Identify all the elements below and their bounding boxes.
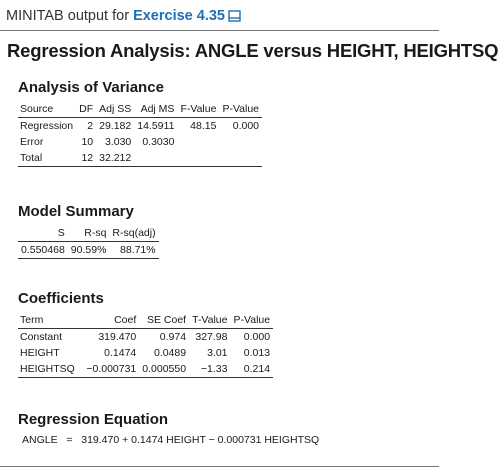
table-cell: 0.1474: [104, 347, 137, 359]
anova-table: [18, 102, 262, 167]
coefficients-header-row: [18, 313, 273, 329]
regression-equation-title: Regression Equation: [18, 411, 169, 428]
table-cell: 0.000550: [139, 361, 189, 378]
table-cell: 10: [81, 136, 94, 148]
table-row: [18, 361, 273, 378]
table-cell: Regression: [20, 120, 74, 132]
bottom-divider: [0, 466, 439, 467]
table-cell: 0.0489: [153, 347, 187, 359]
table-cell: 90.59%: [68, 242, 110, 259]
anova-col-p-value: P-Value: [219, 102, 262, 118]
table-cell: 319.470: [98, 331, 137, 343]
model-summary-col-r-sq: R-sq: [68, 226, 110, 242]
table-row: [18, 150, 262, 167]
table-cell: Error: [20, 136, 44, 148]
external-link-icon[interactable]: [228, 10, 241, 26]
table-cell: 0.214: [231, 361, 274, 378]
table-cell: 48.15: [190, 120, 217, 132]
coefficients-col-t-value: T-Value: [189, 313, 230, 329]
header-prefix: MINITAB output for: [6, 8, 134, 24]
table-cell: 3.030: [104, 136, 132, 148]
table-cell: −0.000731: [83, 361, 139, 378]
table-cell: [219, 150, 262, 167]
anova-header-row: [18, 102, 262, 118]
model-summary-col-r-sq-adj: R-sq(adj): [109, 226, 158, 242]
anova-title: Analysis of Variance: [18, 79, 164, 96]
table-cell: 0.013: [243, 347, 271, 359]
table-cell: [177, 150, 219, 167]
anova-col-source: Source: [18, 102, 76, 118]
table-cell: 32.212: [96, 150, 134, 167]
exercise-header: [6, 8, 241, 26]
table-row: [18, 242, 159, 259]
table-cell: Constant: [20, 331, 63, 343]
table-cell: [219, 134, 262, 150]
table-cell: −1.33: [189, 361, 230, 378]
coefficients-col-p-value: P-Value: [231, 313, 274, 329]
table-cell: Total: [18, 150, 76, 167]
table-cell: 3.01: [207, 347, 228, 359]
page-title: Regression Analysis: ANGLE versus HEIGHT, HEIGHTSQ: [7, 40, 498, 61]
table-cell: 88.71%: [109, 242, 158, 259]
table-cell: 0.000: [243, 331, 271, 343]
table-cell: 0.000: [232, 120, 260, 132]
model-summary-header-row: [18, 226, 159, 242]
table-cell: 12: [76, 150, 96, 167]
table-cell: [134, 150, 177, 167]
coefficients-col-coef: Coef: [83, 313, 139, 329]
table-cell: 2: [87, 120, 94, 132]
regression-equation: ANGLE = 319.470 + 0.1474 HEIGHT − 0.000731 HEIGHTSQ: [22, 434, 320, 446]
table-cell: HEIGHT: [20, 347, 60, 359]
model-summary-table: [18, 226, 159, 259]
table-row: [18, 118, 262, 135]
table-cell: 0.974: [159, 331, 187, 343]
coefficients-table: [18, 313, 273, 378]
anova-col-df: DF: [76, 102, 96, 118]
table-cell: 0.550468: [18, 242, 68, 259]
table-cell: 0.3030: [142, 136, 175, 148]
table-row: [18, 329, 273, 346]
model-summary-title: Model Summary: [18, 203, 134, 220]
table-cell: HEIGHTSQ: [18, 361, 83, 378]
anova-col-adj-ss: Adj SS: [96, 102, 134, 118]
table-cell: 14.5911: [137, 120, 175, 132]
table-cell: 29.182: [99, 120, 132, 132]
table-cell: 327.98: [195, 331, 228, 343]
model-summary-col-s: S: [18, 226, 68, 242]
exercise-link[interactable]: Exercise 4.35: [133, 8, 225, 24]
table-row: [18, 345, 273, 361]
coefficients-col-se-coef: SE Coef: [139, 313, 189, 329]
anova-col-adj-ms: Adj MS: [134, 102, 177, 118]
coefficients-title: Coefficients: [18, 290, 104, 307]
coefficients-col-term: Term: [18, 313, 83, 329]
table-cell: [177, 134, 219, 150]
anova-col-f-value: F-Value: [177, 102, 219, 118]
table-row: [18, 134, 262, 150]
top-divider: [0, 30, 439, 31]
